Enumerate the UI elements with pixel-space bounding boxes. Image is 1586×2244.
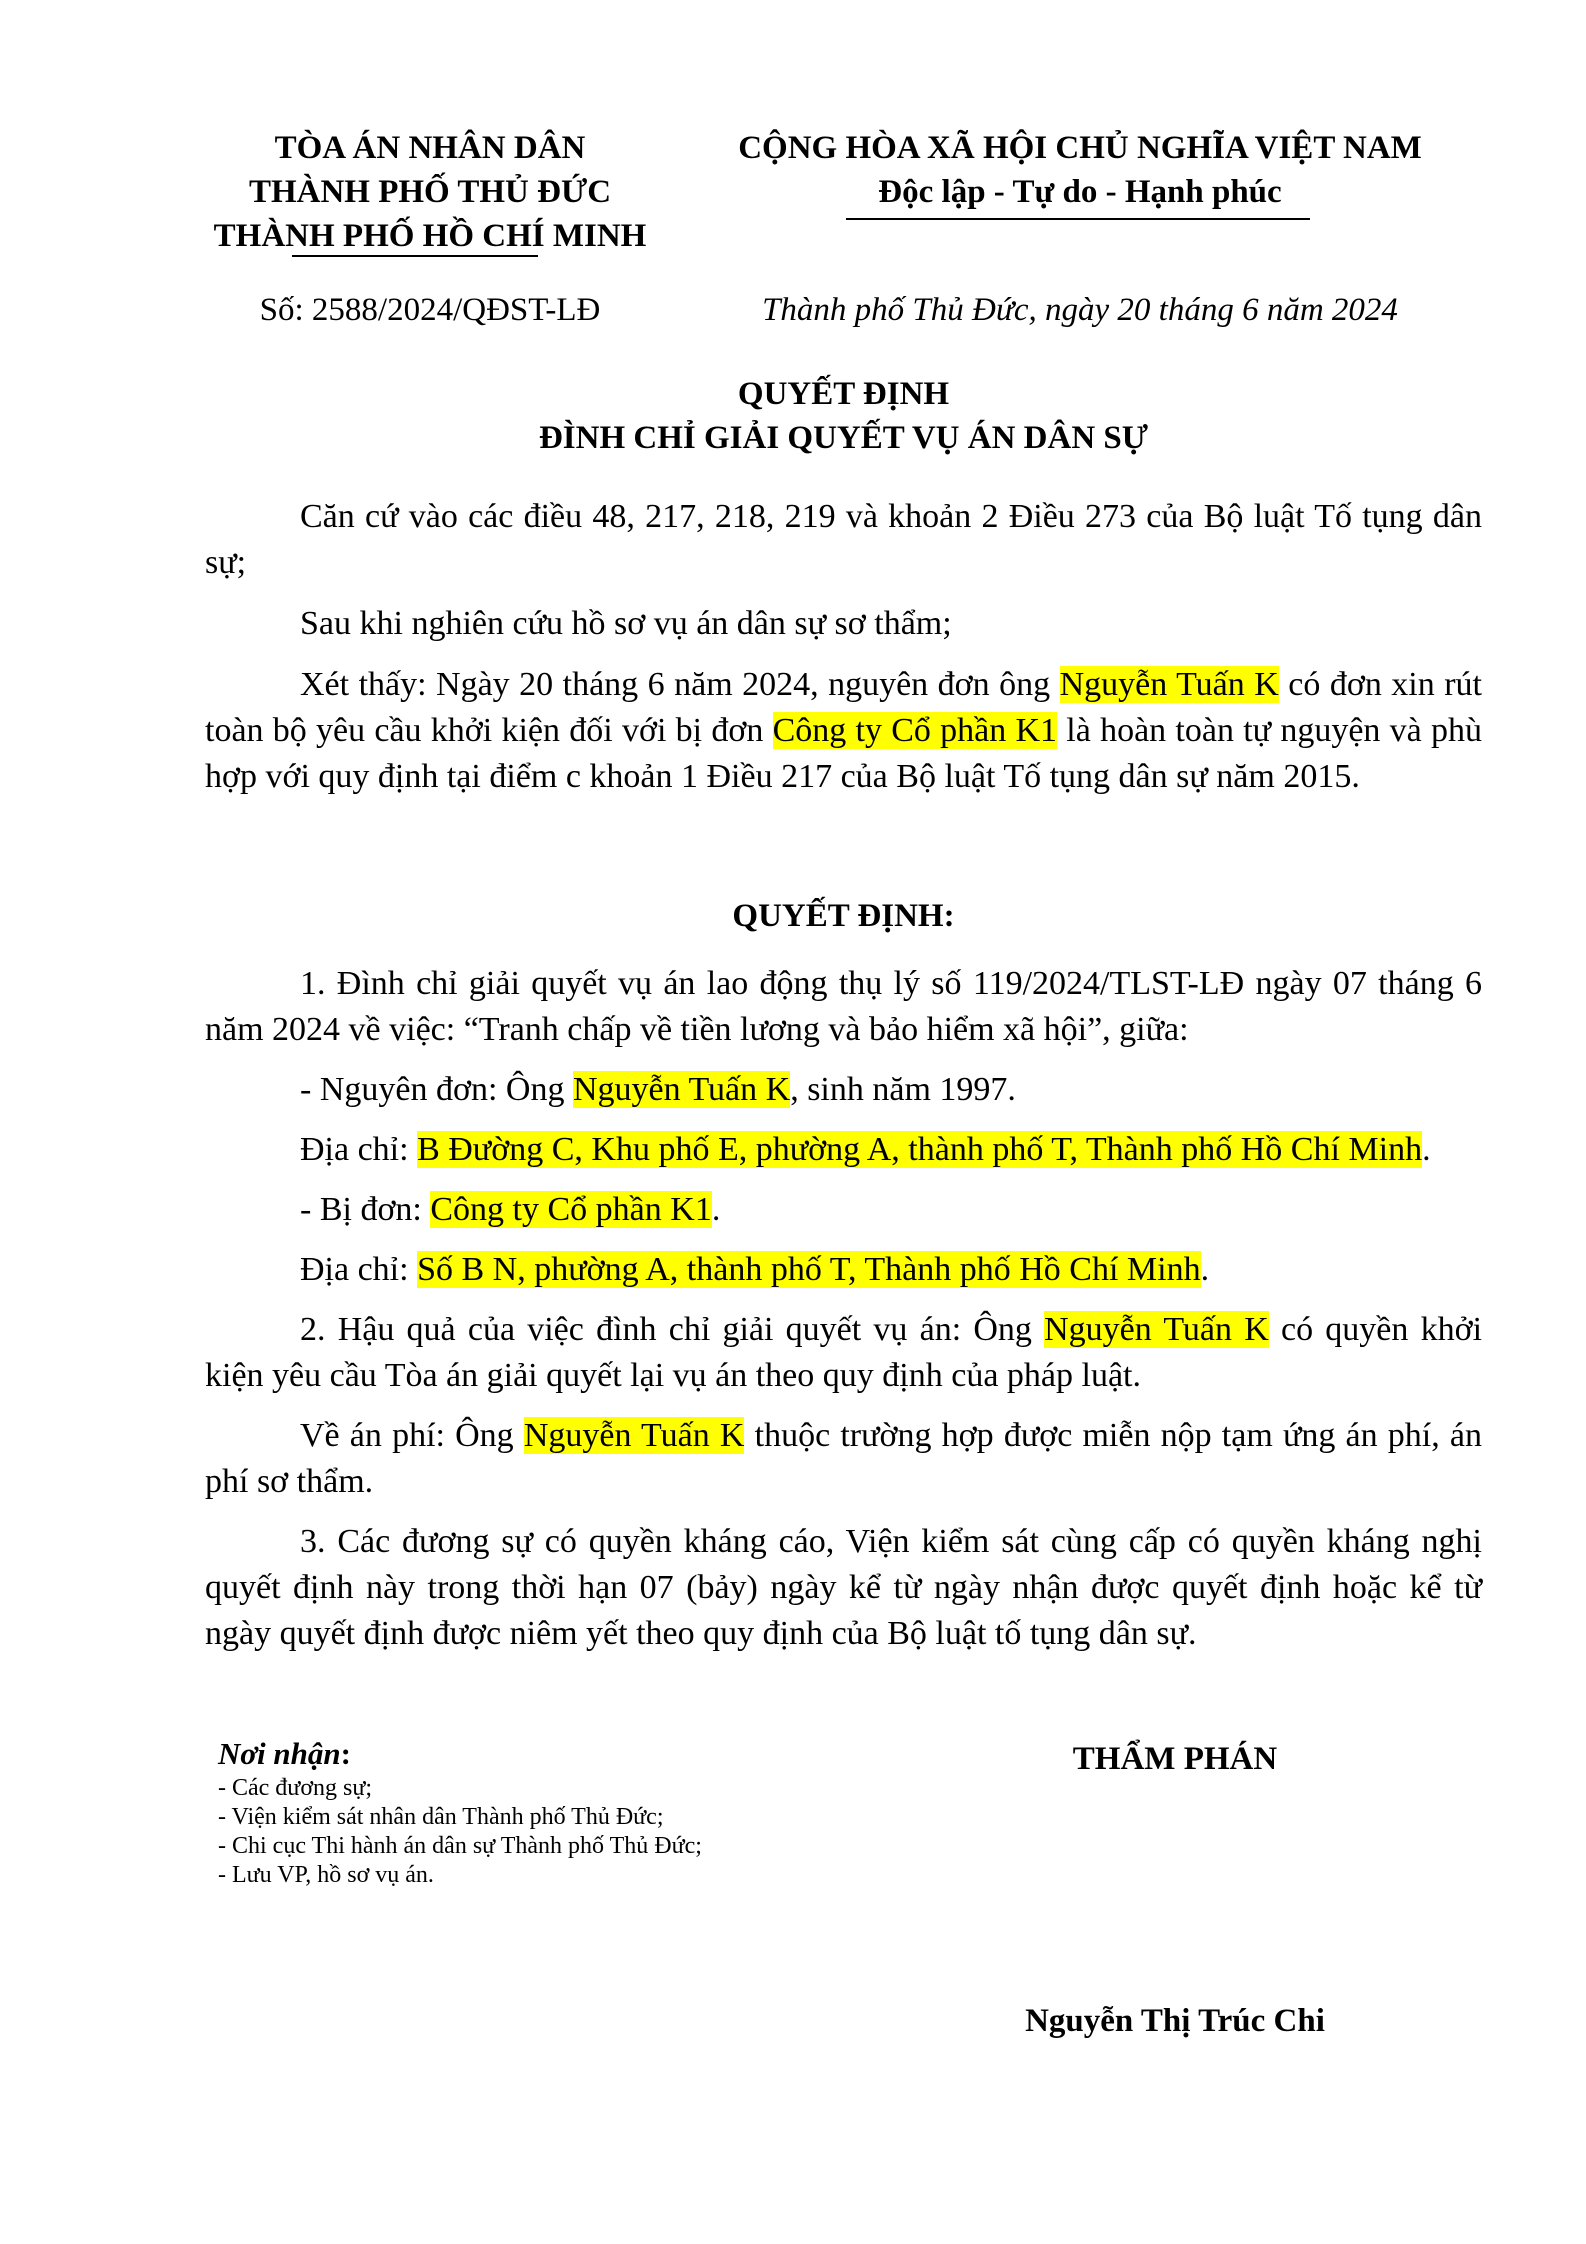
national-title: CỘNG HÒA XÃ HỘI CHỦ NGHĨA VIỆT NAM — [738, 130, 1422, 166]
decision-heading: QUYẾT ĐỊNH: — [732, 898, 955, 934]
defendant-name: Công ty Cổ phần K1 — [430, 1191, 712, 1228]
court-fee-paragraph: Về án phí: Ông Nguyễn Tuấn K thuộc trường hợp được miễn nộp tạm ứng án phí, án phí sơ thẩm. — [205, 1417, 1483, 1500]
review-paragraph: Sau khi nghiên cứu hồ sơ vụ án dân sự sơ thẩm; — [300, 605, 952, 642]
fee-name: Nguyễn Tuấn K — [523, 1417, 745, 1454]
decision-item-3: 3. Các đương sự có quyền kháng cáo, Viện kiểm sát cùng cấp có quyền kháng nghị quyết định này trong thời hạn 07 (bảy) ngày kể từ ngày nhận được quyết định hoặc kể từ ngày quyết định được niêm yết theo quy định của Bộ luật tố tụng dân sự. — [205, 1523, 1482, 1652]
plaintiff-name: Nguyễn Tuấn K — [572, 1071, 791, 1108]
recipient-item: - Viện kiểm sát nhân dân Thành phố Thủ Đức; — [218, 1804, 664, 1830]
item2-name: Nguyễn Tuấn K — [1044, 1311, 1269, 1348]
motto-underline — [846, 218, 1310, 220]
judge-title: THẨM PHÁN — [1072, 1741, 1278, 1777]
plaintiff-address: Địa chỉ: B Đường C, Khu phố E, phường A, thành phố T, Thành phố Hồ Chí Minh. — [300, 1131, 1431, 1168]
court-province: THÀNH PHỐ HỒ CHÍ MINH — [213, 218, 647, 254]
plaintiff-line: - Nguyên đơn: Ông Nguyễn Tuấn K, sinh năm 1997. — [300, 1071, 1016, 1108]
defendant-address-value: Số B N, phường A, thành phố T, Thành phố Hồ Chí Minh — [417, 1251, 1201, 1288]
recipients-block — [218, 1734, 918, 1890]
recipients-title: Nơi nhận: — [218, 1736, 351, 1771]
decision-body — [205, 961, 1482, 1657]
document-number: Số: 2588/2024/QĐST-LĐ — [259, 292, 601, 328]
plaintiff-address-value: B Đường C, Khu phố E, phường A, thành phố T, Thành phố Hồ Chí Minh — [417, 1131, 1423, 1168]
preamble — [205, 494, 1482, 800]
court-underline — [292, 255, 538, 257]
national-header — [700, 126, 1460, 214]
considering-paragraph: Xét thấy: Ngày 20 tháng 6 năm 2024, nguyên đơn ông Nguyễn Tuấn K có đơn xin rút toàn bộ yêu cầu khởi kiện đối với bị đơn Công ty Cổ phần K1 là hoàn toàn tự nguyện và phù hợp với quy định tại điểm c khoản 1 Điều 217 của Bộ luật Tố tụng dân sự năm 2015. — [205, 666, 1482, 795]
recipient-item: - Lưu VP, hồ sơ vụ án. — [218, 1862, 434, 1888]
judge-name: Nguyễn Thị Trúc Chi — [1025, 2003, 1325, 2039]
title-line2: ĐÌNH CHỈ GIẢI QUYẾT VỤ ÁN DÂN SỰ — [538, 420, 1149, 456]
title-line1: QUYẾT ĐỊNH — [737, 376, 950, 412]
national-motto: Độc lập - Tự do - Hạnh phúc — [878, 174, 1282, 210]
defendant-line: - Bị đơn: Công ty Cổ phần K1. — [300, 1191, 721, 1228]
decision-item-2: 2. Hậu quả của việc đình chỉ giải quyết vụ án: Ông Nguyễn Tuấn K có quyền khởi kiện yêu cầu Tòa án giải quyết lại vụ án theo quy định của pháp luật. — [205, 1311, 1483, 1394]
defendant-name-highlight: Công ty Cổ phần K1 — [772, 712, 1058, 749]
decision-item-1: 1. Đình chỉ giải quyết vụ án lao động thụ lý số 119/2024/TLST-LĐ ngày 07 tháng 6 năm 2024 về việc: “Tranh chấp về tiền lương và bảo hiểm xã hội”, giữa: — [205, 965, 1482, 1048]
recipient-item: - Các đương sự; — [218, 1775, 373, 1801]
court-city: THÀNH PHỐ THỦ ĐỨC — [248, 174, 612, 210]
plaintiff-name-highlight: Nguyễn Tuấn K — [1059, 666, 1279, 703]
court-name: TÒA ÁN NHÂN DÂN — [274, 130, 586, 166]
document-title — [205, 372, 1482, 460]
document-date: Thành phố Thủ Đức, ngày 20 tháng 6 năm 2024 — [762, 292, 1398, 328]
defendant-address: Địa chỉ: Số B N, phường A, thành phố T, Thành phố Hồ Chí Minh. — [300, 1251, 1210, 1288]
legal-basis-paragraph: Căn cứ vào các điều 48, 217, 218, 219 và khoản 2 Điều 273 của Bộ luật Tố tụng dân sự; — [205, 498, 1482, 581]
court-header — [180, 126, 680, 258]
recipient-item: - Chi cục Thi hành án dân sự Thành phố Thủ Đức; — [218, 1833, 702, 1859]
